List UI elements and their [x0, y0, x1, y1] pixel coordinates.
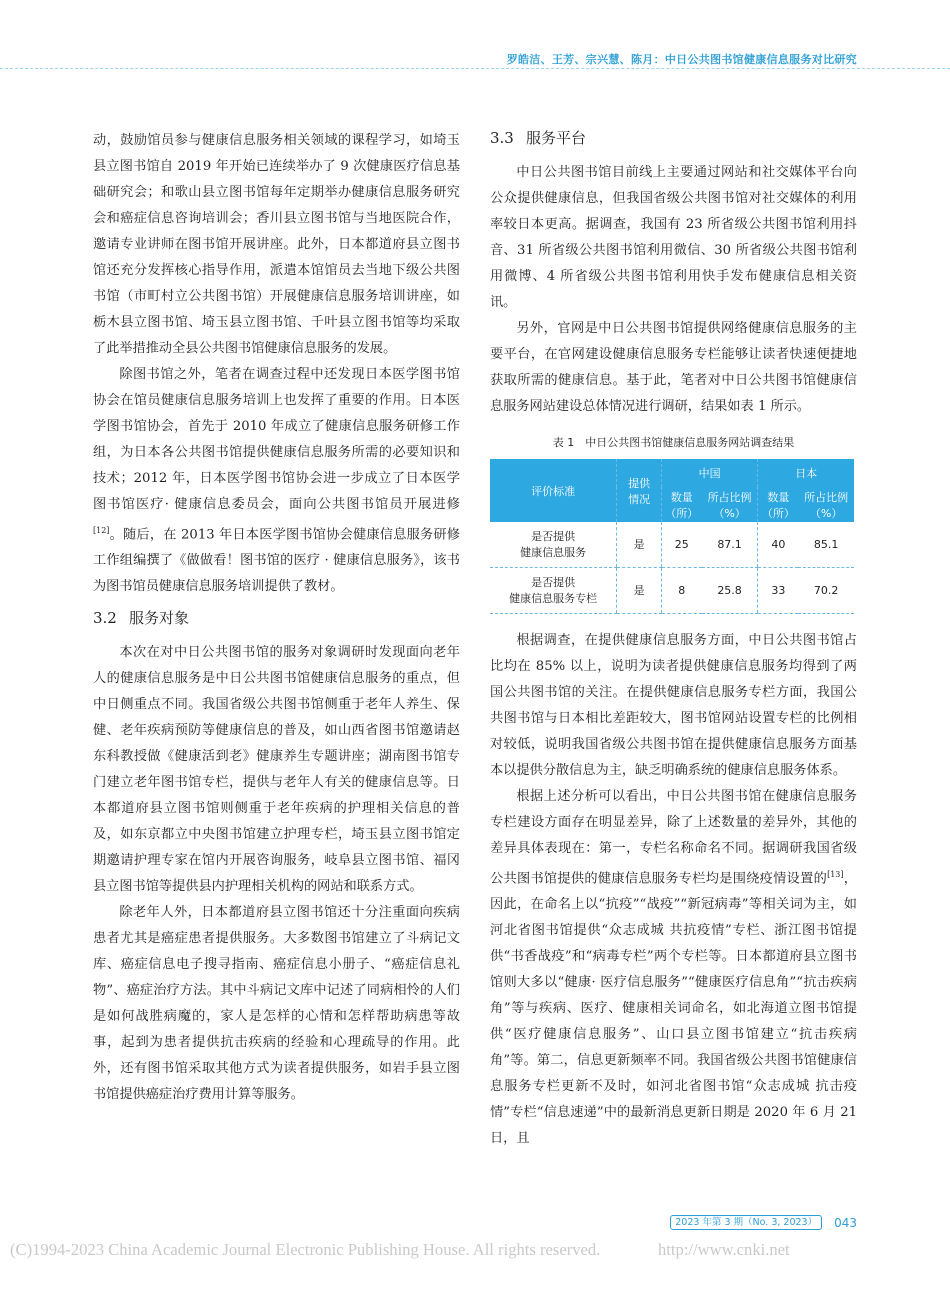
right-paragraph-4	[490, 784, 857, 1152]
row-jp-count: 40	[758, 522, 798, 568]
criteria-line1: 是否提供	[531, 529, 576, 543]
row-jp-ratio: 85.1	[798, 522, 854, 568]
header-japan: 日本	[758, 459, 854, 487]
left-paragraph-3: 本次在对中日公共图书馆的服务对象调研时发现面向老年人的健康信息服务是中日公共图书馆健康信息服务的重点，但中日侧重点不同。我国省级公共图书馆侧重于老年人养生、保健、老年疾病预防等健康信息的普及，如山西省图书馆邀请赵东科教授做《健康活到老》健康养生专题讲座；湖南图书馆专门建立老年图书馆专栏，提供与老年人有关的健康信息等。日本都道府县立图书馆则侧重于老年疾病的护理相关信息的普及，如东京都立中央图书馆建立护理专栏，埼玉县立图书馆定期邀请护理专家在馆内开展咨询服务，岐阜县立图书馆、福冈县立图书馆等提供县内护理相关机构的网站和联系方式。	[93, 645, 460, 895]
table-row	[490, 568, 854, 614]
header-jp-ratio	[798, 487, 854, 522]
section-title: 服务平台	[526, 129, 587, 147]
left-column	[93, 128, 460, 1108]
ratio-line1: 所占比例	[707, 490, 752, 504]
ratio-line2: （%）	[809, 506, 843, 520]
header-divider	[0, 68, 950, 69]
section-number: 3.2	[93, 609, 117, 628]
header-cn-count	[661, 487, 701, 522]
right-paragraph-3: 根据调查，在提供健康信息服务方面，中日公共图书馆占比均在 85% 以上，说明为读者提供健康信息服务均得到了两国公共图书馆的关注。在提供健康信息服务专栏方面，我国公共图书馆与日本相比差距较大，图书馆网站设置专栏的比例相对较低，说明我国省级公共图书馆在提供健康信息服务方面基本以提供分散信息为主，缺乏明确系统的健康信息服务体系。	[490, 633, 857, 778]
row-jp-count: 33	[758, 568, 798, 614]
copyright-text: (C)1994-2023 China Academic Journal Electronic Publishing House. All rights reserved.	[10, 1240, 601, 1259]
running-head: 罗皓洁、王芳、宗兴慧、陈月：中日公共图书馆健康信息服务对比研究	[506, 53, 857, 66]
citation-ref-12: [12]	[93, 526, 110, 535]
header-provided	[617, 459, 662, 522]
page-number: 043	[834, 1215, 857, 1230]
right-paragraph-1: 中日公共图书馆目前线上主要通过网站和社交媒体平台向公众提供健康信息，但我国省级公共图书馆对社交媒体的利用率较日本更高。据调查，我国有 23 所省级公共图书馆利用抖音、31 所省级公共图书馆利用微信、30 所省级公共图书馆利用微博、4 所省级公共图书馆利用快手发布健康信息相关资讯。	[490, 165, 857, 310]
count-line1: 数量	[670, 490, 693, 504]
row-provided: 是	[617, 568, 662, 614]
header-provided-line2: 情况	[628, 492, 651, 506]
header-provided-line1: 提供	[628, 476, 651, 490]
table-caption: 表 1 中日公共图书馆健康信息服务网站调查结果	[552, 436, 795, 449]
count-line2: （所）	[665, 506, 699, 520]
results-table	[490, 459, 854, 614]
row-cn-ratio: 25.8	[702, 568, 758, 614]
header-jp-count	[758, 487, 798, 522]
right-paragraph-4-text-a: 根据上述分析可以看出，中日公共图书馆在健康信息服务专栏建设方面存在明显差异，除了上述数量的差异外，其他的差异具体表现在：第一，专栏名称命名不同。据调研我国省级公共图书馆提供的健康信息服务专栏均是围绕疫情设置的	[490, 789, 857, 887]
ratio-line1: 所占比例	[804, 490, 849, 504]
citation-ref-13: [13]	[827, 870, 844, 879]
section-number: 3.3	[490, 129, 514, 147]
count-line1: 数量	[767, 490, 790, 504]
criteria-line1: 是否提供	[531, 575, 576, 589]
row-provided: 是	[617, 522, 662, 568]
source-url: http://www.cnki.net	[658, 1240, 790, 1259]
row-cn-count: 25	[661, 522, 701, 568]
section-heading-3-3	[490, 128, 857, 148]
table-row	[490, 522, 854, 568]
right-paragraph-4-text-b: ，因此，在命名上以“抗疫”“战疫”“新冠病毒”等相关词为主，如河北省图书馆提供“众志成城 共抗疫情”专栏、浙江图书馆提供“书香战疫”和“病毒专栏”两个专栏等。日本都道府县立图书馆则大多以“健康· 医疗信息服务”“健康医疗信息角”“抗击疾病角”等与疾病、医疗、健康相关词命名，如北海道立图书馆提供“医疗健康信息服务”、山口县立图书馆建立“抗击疾病角”等。第二，信息更新频率不同。我国省级公共图书馆健康信息服务专栏更新不及时，如河北省图书馆“众志成城 抗击疫情”专栏“信息速递”中的最新消息更新日期是 2020 年 6 月 21 日，且	[490, 871, 857, 1147]
row-criteria	[490, 568, 617, 614]
criteria-line2: 健康信息服务	[520, 545, 587, 559]
right-paragraph-2: 另外，官网是中日公共图书馆提供网络健康信息服务的主要平台，在官网建设健康信息服务专栏能够让读者快速便捷地获取所需的健康信息。基于此，笔者对中日公共图书馆健康信息服务网站建设总体情况进行调研，结果如表 1 所示。	[490, 321, 857, 414]
criteria-line2: 健康信息服务专栏	[509, 591, 598, 605]
row-criteria	[490, 522, 617, 568]
left-paragraph-1: 动，鼓励馆员参与健康信息服务相关领域的课程学习，如埼玉县立图书馆自 2019 年开始已连续举办了 9 次健康医疗信息基础研究会；和歌山县立图书馆每年定期举办健康信息服务研究会和癌症信息咨询培训会；香川县立图书馆与当地医院合作，邀请专业讲师在图书馆开展讲座。此外，日本都道府县立图书馆还充分发挥核心指导作用，派遣本馆馆员去当地下级公共图书馆（市町村立公共图书馆）开展健康信息服务培训讲座，如栃木县立图书馆、埼玉县立图书馆、千叶县立图书馆等均采取了此举措推动全县公共图书馆健康信息服务的发展。	[93, 133, 460, 356]
header-cn-ratio	[702, 487, 758, 522]
ratio-line2: （%）	[713, 506, 746, 520]
section-heading-3-2	[93, 608, 460, 628]
left-paragraph-2-text-a: 除图书馆之外，笔者在调查过程中还发现日本医学图书馆协会在馆员健康信息服务培训上也发挥了重要的作用。日本医学图书馆协会，首先于 2010 年成立了健康信息服务研修工作组，为日本各公共图书馆提供健康信息服务所需的必要知识和技术；2012 年，日本医学图书馆协会进一步成立了日本医学图书馆医疗· 健康信息委员会，面向公共图书馆员开展进修	[93, 367, 460, 512]
issue-badge: 2023 年第 3 期（No. 3, 2023）	[670, 1215, 822, 1230]
left-paragraph-4: 除老年人外，日本都道府县立图书馆还十分注重面向疾病患者尤其是癌症患者提供服务。大多数图书馆建立了斗病记文库、癌症信息电子搜寻指南、癌症信息小册子、“癌症信息礼物”、癌症治疗方法。其中斗病记文库中记述了同病相怜的人们是如何战胜病魔的，家人是怎样的心情和怎样帮助病患等故事，起到为患者提供抗击疾病的经验和心理疏导的作用。此外，还有图书馆采取其他方式为读者提供服务，如岩手县立图书馆提供癌症治疗费用计算等服务。	[93, 905, 460, 1103]
count-line2: （所）	[761, 506, 795, 520]
row-cn-ratio: 87.1	[702, 522, 758, 568]
header-criteria: 评价标准	[490, 459, 617, 522]
row-jp-ratio: 70.2	[798, 568, 854, 614]
row-cn-count: 8	[661, 568, 701, 614]
page-footer	[670, 1215, 857, 1230]
header-china: 中国	[661, 459, 758, 487]
copyright-watermark	[10, 1240, 940, 1260]
left-paragraph-2	[93, 362, 460, 600]
left-paragraph-2-text-b: 。随后，在 2013 年日本医学图书馆协会健康信息服务研修工作组编撰了《做做看！图书馆的医疗 · 健康信息服务》，该书为图书馆员健康信息服务培训提供了教材。	[93, 527, 460, 595]
section-title: 服务对象	[129, 609, 190, 628]
right-column	[490, 128, 857, 1152]
